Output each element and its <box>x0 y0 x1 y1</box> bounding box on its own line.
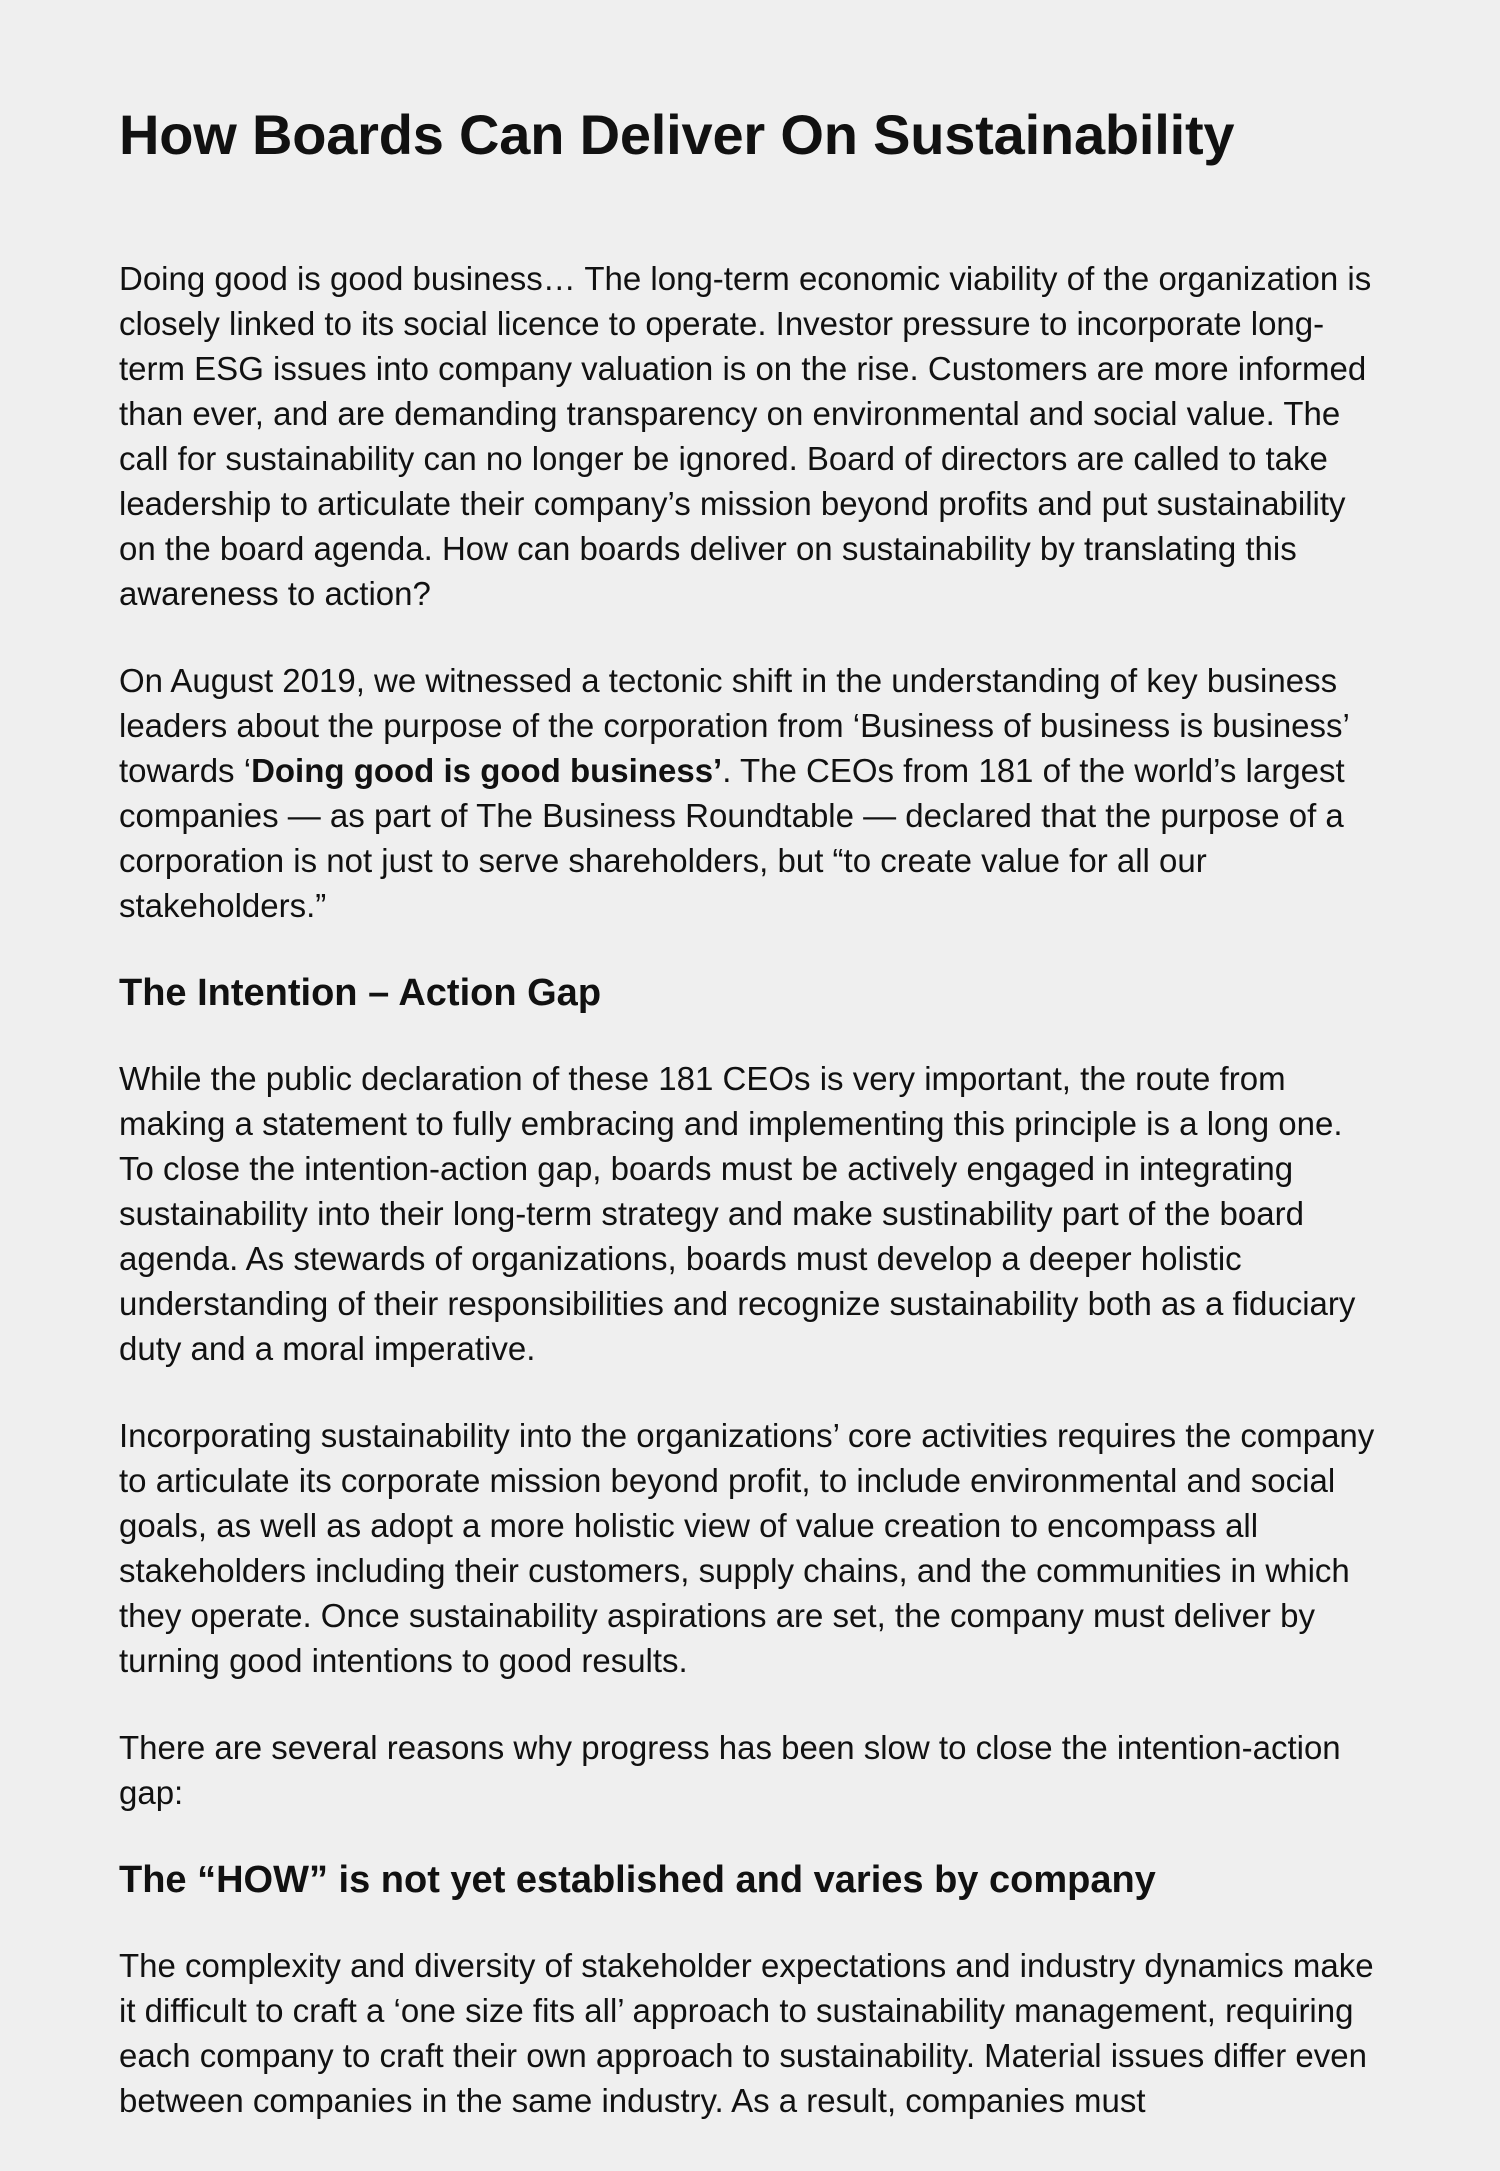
intention-action-gap-heading: The Intention – Action Gap <box>119 972 602 1014</box>
article-title: How Boards Can Deliver On Sustainability <box>119 103 1235 166</box>
intro-paragraph: Doing good is good business… The long-term economic viability of the organization is closely linked to its social licence to operate. Investor pressure to incorporate long-term ESG issues into company valuation is on the rise. Customers are more informed than ever, and are demanding transparency on environmental and social value. The call for sustainability can no longer be ignored. Board of directors are called to take leadership to articulate their company’s mission beyond profits and put sustainability on the board agenda. How can boards deliver on sustainability by translating this awareness to action? <box>119 260 1372 612</box>
roundtable-text-end: . The CEOs from 181 of the world’s largest companies — as part of The Business Roundtable — declared that the purpose of a corporation is not just to serve shareholders, but “to create value for all our stakeholders.” <box>119 752 1345 924</box>
roundtable-text-start: On August 2019, we witnessed a tectonic shift in the understanding of key business leaders about the purpose of the corporation from ‘Business of business is business’ towards ‘ <box>119 662 1349 789</box>
complexity-paragraph: The complexity and diversity of stakeholder expectations and industry dynamics make it difficult to craft a ‘one size fits all’ approach to sustainability management, requiring each company to craft their own approach to sustainability. Material issues differ even between companies in the same industry. As a result, companies must <box>119 1947 1374 2119</box>
core-activities-paragraph: Incorporating sustainability into the organizations’ core activities requires the company to articulate its corporate mission beyond profit, to include environmental and social goals, as well as adopt a more holistic view of value creation to encompass all stakeholders including their customers, supply chains, and the communities in which they operate. Once sustainability aspirations are set, the company must deliver by turning good intentions to good results. <box>119 1417 1375 1679</box>
roundtable-paragraph <box>119 658 1385 928</box>
slow-progress-paragraph: There are several reasons why progress has been slow to close the intention-action gap: <box>119 1729 1341 1811</box>
public-declaration-paragraph: While the public declaration of these 181 CEOs is very important, the route from making a statement to fully embracing and implementing this principle is a long one. To close the intention-action gap, boards must be actively engaged in integrating sustainability into their long-term strategy and make sustinability part of the board agenda. As stewards of organizations, boards must develop a deeper holistic understanding of their responsibilities and recognize sustainability both as a fiduciary duty and a moral imperative. <box>119 1060 1356 1367</box>
roundtable-emphasis: Doing good is good business’ <box>251 752 723 789</box>
how-heading: The “HOW” is not yet established and varies by company <box>119 1859 1156 1901</box>
